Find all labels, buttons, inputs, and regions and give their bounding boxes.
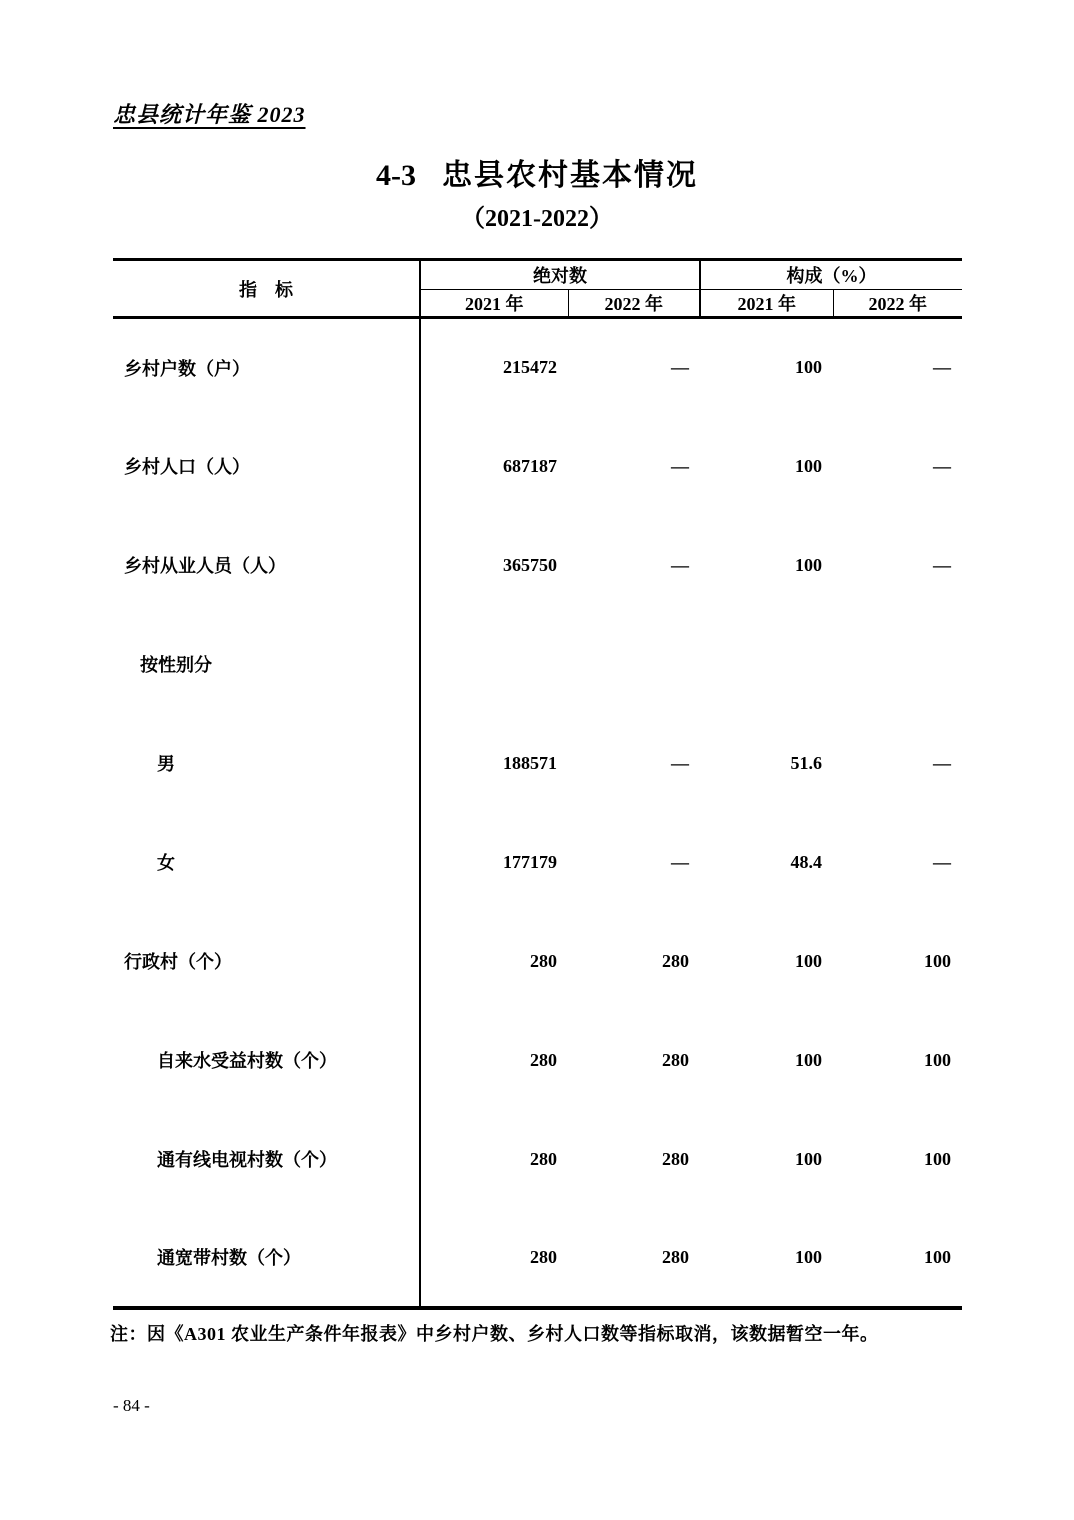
- value-cell: —: [671, 554, 689, 575]
- table-row: [113, 615, 962, 714]
- indicator-cell: 通宽带村数（个）: [113, 1209, 420, 1308]
- value-cell: 687187: [503, 455, 557, 476]
- value-cell: —: [933, 357, 951, 378]
- header-year-abs-2021: 2021 年: [420, 290, 568, 318]
- value-cell: [420, 615, 568, 714]
- value-cell: —: [671, 752, 689, 773]
- value-cell: 188571: [503, 752, 557, 773]
- value-cell: 215472: [503, 357, 557, 378]
- value-cell: 100: [924, 1148, 951, 1169]
- value-cell: 100: [795, 357, 822, 378]
- value-cell: 280: [662, 1246, 689, 1267]
- indicator-cell: 乡村人口（人）: [113, 417, 420, 516]
- value-cell: 280: [662, 950, 689, 971]
- value-cell: 280: [530, 1246, 557, 1267]
- value-cell: —: [671, 851, 689, 872]
- value-cell: [700, 615, 833, 714]
- value-cell: —: [671, 455, 689, 476]
- indicator-cell: 乡村户数（户）: [113, 318, 420, 417]
- header-group-absolute: 绝对数: [420, 260, 700, 290]
- value-cell: —: [933, 851, 951, 872]
- header-year-pct-2022: 2022 年: [833, 290, 962, 318]
- table-header: [113, 260, 962, 318]
- value-cell: 100: [924, 1246, 951, 1267]
- value-cell: 100: [795, 1049, 822, 1070]
- value-cell: 48.4: [790, 851, 822, 872]
- table-row: [113, 516, 962, 615]
- value-cell: 100: [924, 1049, 951, 1070]
- table-row: [113, 318, 962, 417]
- table-row: [113, 912, 962, 1011]
- value-cell: 100: [795, 455, 822, 476]
- value-cell: [568, 615, 700, 714]
- indicator-cell: 自来水受益村数（个）: [113, 1011, 420, 1110]
- table-row: [113, 813, 962, 912]
- table-title: [0, 150, 1074, 194]
- indicator-cell: 行政村（个）: [113, 912, 420, 1011]
- value-cell: —: [933, 455, 951, 476]
- page-number: - 84 -: [113, 1396, 150, 1415]
- header-indicator: 指 标: [113, 260, 420, 318]
- value-cell: 280: [530, 1148, 557, 1169]
- header-year-abs-2022: 2022 年: [568, 290, 700, 318]
- indicator-cell: 乡村从业人员（人）: [113, 516, 420, 615]
- table-footnote: 注：因《A301 农业生产条件年报表》中乡村户数、乡村人口数等指标取消，该数据暂空一年。: [110, 1324, 879, 1344]
- indicator-cell: 按性别分: [113, 615, 420, 714]
- value-cell: 177179: [503, 851, 557, 872]
- table-row: [113, 714, 962, 813]
- value-cell: 100: [924, 950, 951, 971]
- value-cell: 100: [795, 1148, 822, 1169]
- value-cell: 365750: [503, 554, 557, 575]
- table-row: [113, 1209, 962, 1308]
- value-cell: —: [933, 554, 951, 575]
- value-cell: 100: [795, 1246, 822, 1267]
- table-body: [113, 318, 962, 1308]
- value-cell: 280: [530, 950, 557, 971]
- table-title-text: 忠县农村基本情况: [442, 159, 698, 192]
- header-group-row: [113, 260, 962, 290]
- table-row: [113, 1110, 962, 1209]
- value-cell: [833, 615, 962, 714]
- value-cell: 280: [662, 1049, 689, 1070]
- table-subtitle: （2021-2022）: [461, 206, 613, 232]
- value-cell: 100: [795, 554, 822, 575]
- indicator-cell: 通有线电视村数（个）: [113, 1110, 420, 1209]
- value-cell: 51.6: [790, 752, 822, 773]
- yearbook-header: 忠县统计年鉴 2023: [113, 102, 306, 127]
- indicator-cell: 女: [113, 813, 420, 912]
- header-group-composition: 构成（%）: [700, 260, 962, 290]
- statistics-table: [113, 258, 962, 1310]
- indicator-cell: 男: [113, 714, 420, 813]
- value-cell: —: [671, 357, 689, 378]
- value-cell: 280: [530, 1049, 557, 1070]
- value-cell: 280: [662, 1148, 689, 1169]
- value-cell: —: [933, 752, 951, 773]
- header-year-pct-2021: 2021 年: [700, 290, 833, 318]
- value-cell: 100: [795, 950, 822, 971]
- table-row: [113, 417, 962, 516]
- table-title-number: 4-3: [376, 159, 416, 192]
- table-row: [113, 1011, 962, 1110]
